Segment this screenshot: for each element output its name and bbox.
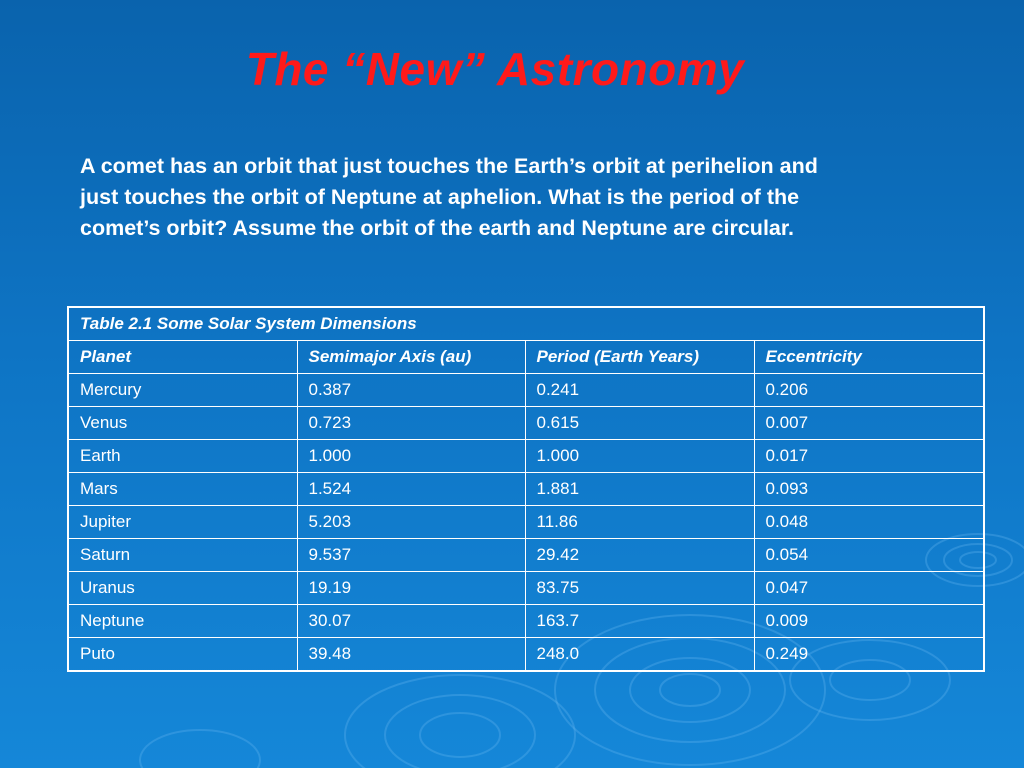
period-cell: 0.241 [525,374,754,407]
planet-cell: Earth [68,440,297,473]
semimajor-axis-cell: 9.537 [297,539,525,572]
question-text [80,151,980,244]
column-header-semimajor-axis: Semimajor Axis (au) [297,341,525,374]
question-line: A comet has an orbit that just touches the Earth’s orbit at perihelion and [80,154,818,178]
eccentricity-cell: 0.249 [754,638,984,672]
planet-cell: Venus [68,407,297,440]
semimajor-axis-cell: 30.07 [297,605,525,638]
column-header-planet: Planet [68,341,297,374]
table-body [68,374,984,672]
table-row [68,605,984,638]
period-cell: 248.0 [525,638,754,672]
table-row [68,638,984,672]
eccentricity-cell: 0.047 [754,572,984,605]
column-header-period: Period (Earth Years) [525,341,754,374]
eccentricity-cell: 0.007 [754,407,984,440]
planet-cell: Puto [68,638,297,672]
planet-cell: Saturn [68,539,297,572]
eccentricity-cell: 0.048 [754,506,984,539]
table-row [68,407,984,440]
eccentricity-cell: 0.009 [754,605,984,638]
semimajor-axis-cell: 1.000 [297,440,525,473]
planet-cell: Mars [68,473,297,506]
table-caption: Table 2.1 Some Solar System Dimensions [68,307,984,341]
planet-cell: Mercury [68,374,297,407]
semimajor-axis-cell: 0.387 [297,374,525,407]
period-cell: 1.881 [525,473,754,506]
period-cell: 163.7 [525,605,754,638]
table-header-row [68,341,984,374]
table-row [68,440,984,473]
planet-cell: Neptune [68,605,297,638]
period-cell: 1.000 [525,440,754,473]
question-line: just touches the orbit of Neptune at aphelion. What is the period of the [80,185,800,209]
eccentricity-cell: 0.206 [754,374,984,407]
table-row [68,572,984,605]
eccentricity-cell: 0.054 [754,539,984,572]
planet-cell: Uranus [68,572,297,605]
table-row [68,473,984,506]
semimajor-axis-cell: 5.203 [297,506,525,539]
solar-system-table [67,306,985,672]
semimajor-axis-cell: 19.19 [297,572,525,605]
table-row [68,374,984,407]
eccentricity-cell: 0.017 [754,440,984,473]
column-header-eccentricity: Eccentricity [754,341,984,374]
slide-title: The “New” Astronomy [245,43,745,95]
eccentricity-cell: 0.093 [754,473,984,506]
period-cell: 0.615 [525,407,754,440]
question-line: comet’s orbit? Assume the orbit of the earth and Neptune are circular. [80,216,795,240]
semimajor-axis-cell: 1.524 [297,473,525,506]
table-caption-row [68,307,984,341]
table-row [68,506,984,539]
period-cell: 29.42 [525,539,754,572]
planet-cell: Jupiter [68,506,297,539]
period-cell: 11.86 [525,506,754,539]
period-cell: 83.75 [525,572,754,605]
semimajor-axis-cell: 0.723 [297,407,525,440]
table-row [68,539,984,572]
semimajor-axis-cell: 39.48 [297,638,525,672]
